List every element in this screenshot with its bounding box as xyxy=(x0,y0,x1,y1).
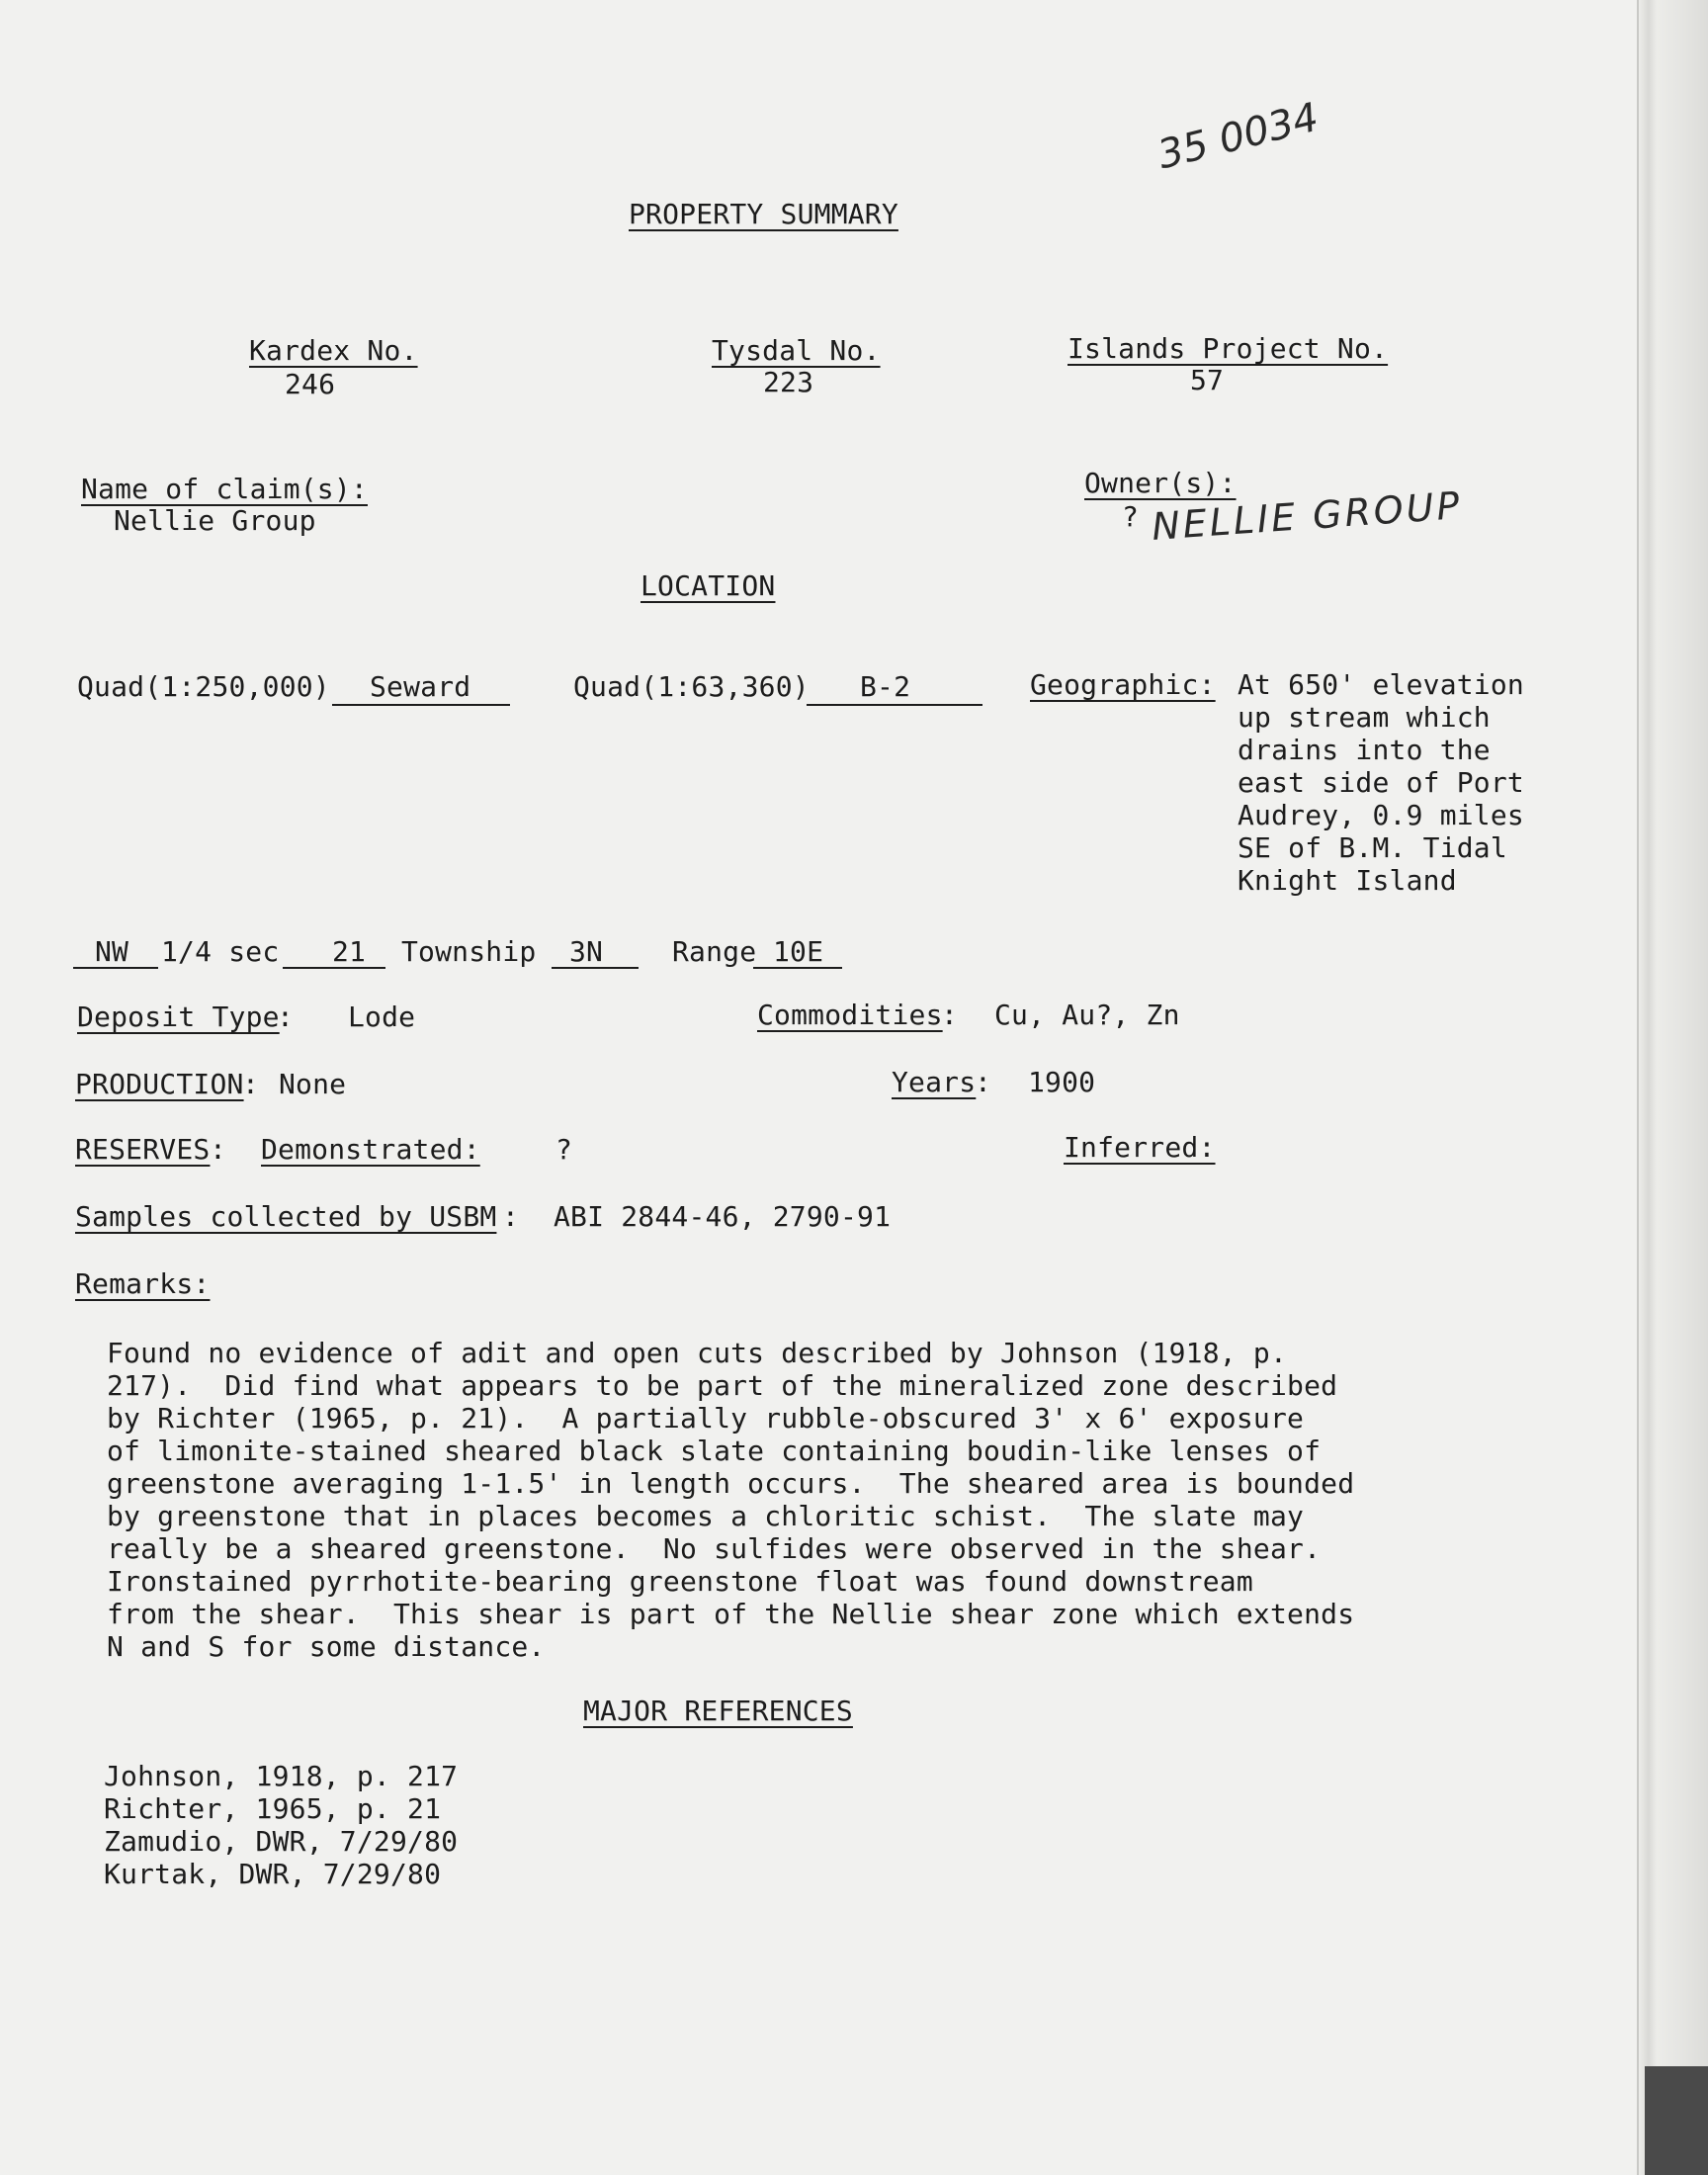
scan-edge-shadow xyxy=(1645,2066,1708,2175)
deposit-type-label: Deposit Type xyxy=(77,1000,280,1033)
kardex-value: 246 xyxy=(285,368,336,400)
range-label: Range xyxy=(672,935,757,968)
demonstrated-label: Demonstrated: xyxy=(261,1133,480,1166)
islands-label: Islands Project No. xyxy=(1068,332,1389,365)
remarks-line: N and S for some distance. xyxy=(107,1630,546,1663)
geographic-line: Knight Island xyxy=(1238,864,1457,897)
remarks-line: of limonite-stained sheared black slate containing boudin-like lenses of xyxy=(107,1435,1322,1467)
quad63-label: Quad(1:63,360) xyxy=(573,670,810,703)
inferred-label: Inferred: xyxy=(1064,1131,1216,1164)
remarks-line: Ironstained pyrrhotite-bearing greenstone float was found downstream xyxy=(107,1565,1253,1598)
quad63-value: B-2 xyxy=(860,670,911,703)
tysdal-label: Tysdal No. xyxy=(712,334,881,367)
section-value: 21 xyxy=(332,935,367,968)
range-value: 10E xyxy=(773,935,824,968)
remarks-label: Remarks: xyxy=(75,1267,211,1300)
deposit-type-value: Lode xyxy=(348,1000,416,1033)
handwritten-file-number: 35 0034 xyxy=(1153,94,1324,179)
remarks-line: from the shear. This shear is part of the Nellie shear zone which extends xyxy=(107,1598,1355,1630)
quad63-blank xyxy=(807,704,982,706)
quad250-blank xyxy=(332,704,510,706)
remarks-line: Found no evidence of adit and open cuts described by Johnson (1918, p. xyxy=(107,1337,1288,1369)
deposit-type-colon: : xyxy=(277,1000,295,1033)
reference-item: Kurtak, DWR, 7/29/80 xyxy=(104,1858,442,1890)
reserves-label: RESERVES xyxy=(75,1133,211,1166)
claim-label: Name of claim(s): xyxy=(81,473,368,505)
owner-value: ? xyxy=(1122,500,1140,533)
geographic-line: SE of B.M. Tidal xyxy=(1238,831,1507,864)
quad250-value: Seward xyxy=(370,670,471,703)
township-label: Township xyxy=(401,935,537,968)
demonstrated-value: ? xyxy=(555,1133,573,1166)
reserves-colon: : xyxy=(210,1133,227,1166)
commodities-colon: : xyxy=(941,999,959,1031)
years-label: Years xyxy=(892,1066,977,1098)
remarks-line: by greenstone that in places becomes a chloritic schist. The slate may xyxy=(107,1500,1305,1532)
geographic-label: Geographic: xyxy=(1030,668,1216,701)
geographic-line: east side of Port xyxy=(1238,766,1524,799)
islands-value: 57 xyxy=(1190,364,1225,396)
years-colon: : xyxy=(975,1066,992,1098)
location-heading: LOCATION xyxy=(640,569,776,602)
reference-item: Johnson, 1918, p. 217 xyxy=(104,1760,459,1792)
references-heading: MAJOR REFERENCES xyxy=(583,1695,853,1727)
township-value: 3N xyxy=(569,935,604,968)
production-value: None xyxy=(279,1068,347,1100)
quarter-value: NW xyxy=(95,935,129,968)
reference-item: Richter, 1965, p. 21 xyxy=(104,1792,442,1825)
page-title: PROPERTY SUMMARY xyxy=(629,198,898,230)
samples-value: ABI 2844-46, 2790-91 xyxy=(554,1200,892,1233)
commodities-label: Commodities xyxy=(757,999,943,1031)
geographic-line: drains into the xyxy=(1238,734,1491,766)
geographic-line: Audrey, 0.9 miles xyxy=(1238,799,1524,831)
kardex-label: Kardex No. xyxy=(249,334,418,367)
years-value: 1900 xyxy=(1028,1066,1096,1098)
samples-colon: : xyxy=(502,1200,520,1233)
geographic-line: up stream which xyxy=(1238,701,1491,734)
remarks-line: greenstone averaging 1-1.5' in length occurs. The sheared area is bounded xyxy=(107,1467,1355,1500)
remarks-line: 217). Did find what appears to be part of the mineralized zone described xyxy=(107,1369,1338,1402)
tysdal-value: 223 xyxy=(763,366,814,398)
commodities-value: Cu, Au?, Zn xyxy=(994,999,1180,1031)
reference-item: Zamudio, DWR, 7/29/80 xyxy=(104,1825,459,1858)
remarks-line: by Richter (1965, p. 21). A partially rubble-obscured 3' x 6' exposure xyxy=(107,1402,1305,1435)
production-colon: : xyxy=(242,1068,260,1100)
remarks-line: really be a sheared greenstone. No sulfides were observed in the shear. xyxy=(107,1532,1322,1565)
claim-value: Nellie Group xyxy=(114,504,316,537)
production-label: PRODUCTION xyxy=(75,1068,244,1100)
geographic-line: At 650' elevation xyxy=(1238,668,1524,701)
owner-label: Owner(s): xyxy=(1084,467,1237,499)
handwritten-owner-note: NELLIE GROUP xyxy=(1150,483,1464,549)
scan-edge xyxy=(1637,0,1708,2175)
samples-label: Samples collected by USBM xyxy=(75,1200,497,1233)
quad250-label: Quad(1:250,000) xyxy=(77,670,330,703)
quarter-label: 1/4 sec xyxy=(161,935,280,968)
